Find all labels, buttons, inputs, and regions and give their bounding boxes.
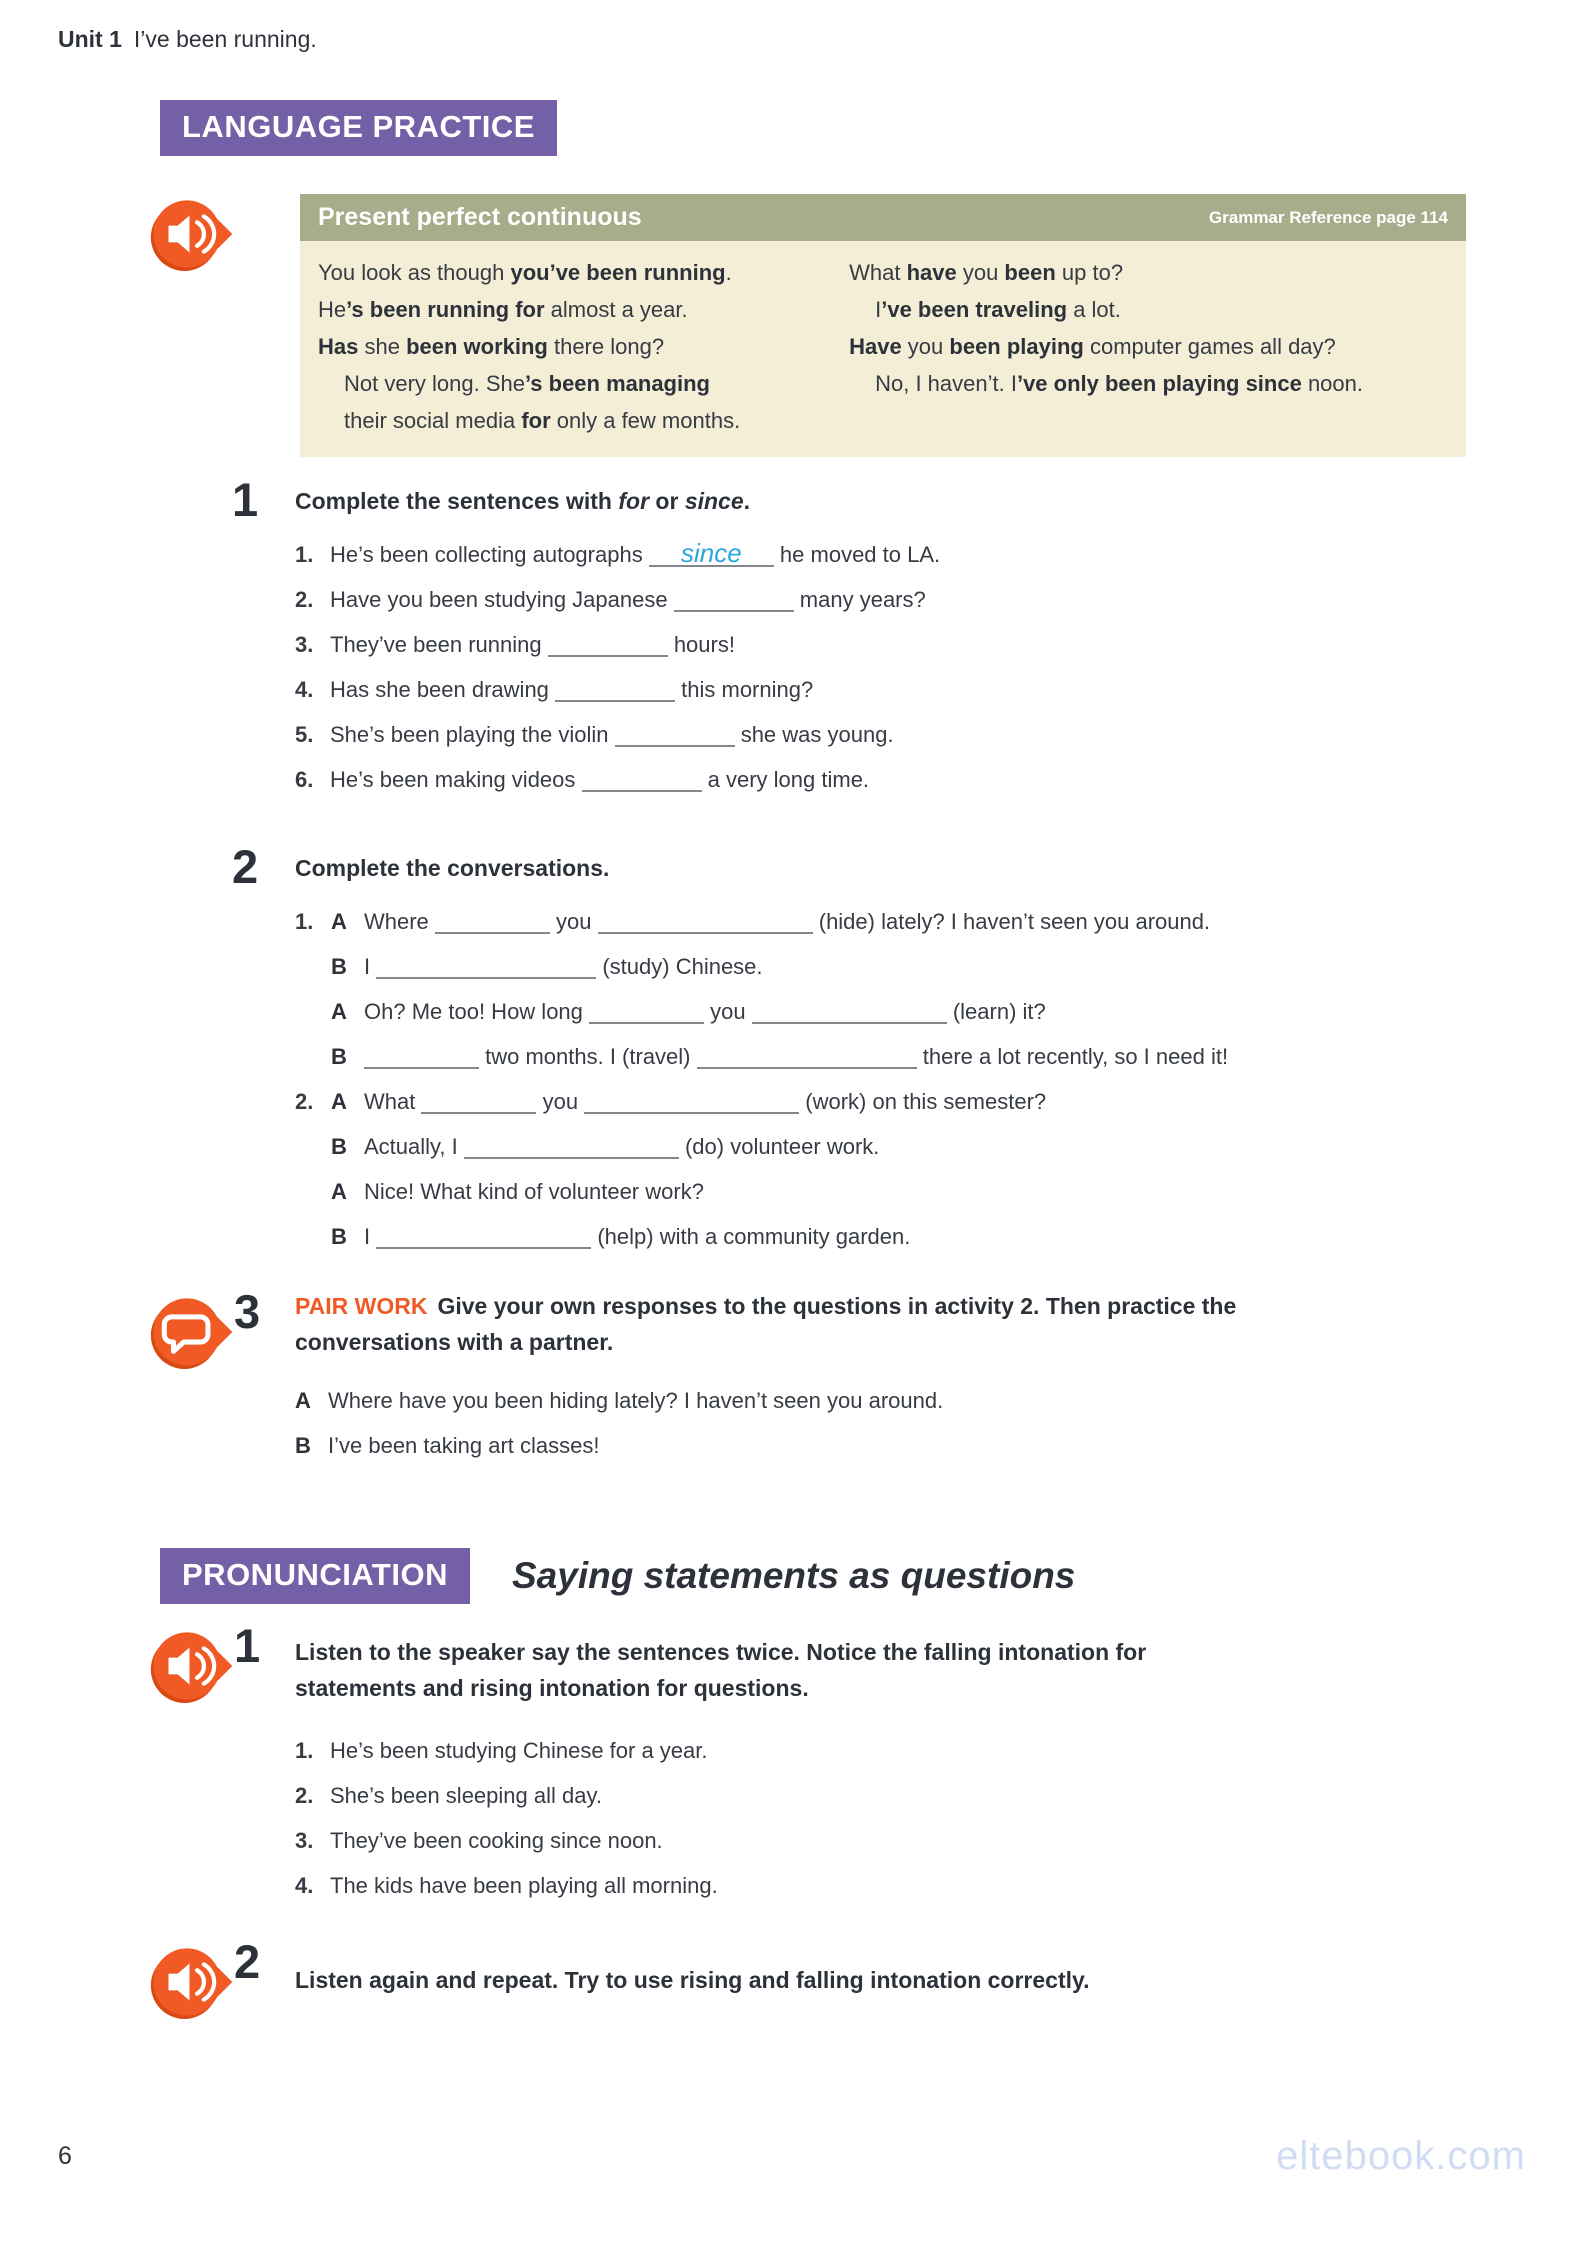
item-text: He’s been studying Chinese for a year. bbox=[330, 1738, 708, 1763]
item-number: 2. bbox=[295, 1783, 314, 1808]
item-number: 1. bbox=[295, 542, 314, 567]
line-number bbox=[295, 1177, 331, 1207]
grammar-box bbox=[300, 194, 1466, 457]
exercise-3-instruction bbox=[295, 1288, 1550, 1360]
unit-label: Unit 1 bbox=[58, 26, 122, 52]
speaker-label: A bbox=[331, 999, 347, 1024]
line-text: two months. I (travel) there a lot recently, so I need it! bbox=[364, 1042, 1552, 1072]
line-text: Oh? Me too! How long you (learn) it? bbox=[364, 999, 1046, 1024]
answer-blank bbox=[582, 766, 702, 792]
grammar-example: He’s been running for almost a year. bbox=[318, 297, 688, 322]
item-number: 3. bbox=[295, 1828, 314, 1853]
exercise-3 bbox=[150, 1285, 1550, 1476]
speaker-label: B bbox=[331, 1224, 347, 1249]
line-text: I (study) Chinese. bbox=[364, 954, 763, 979]
item-text: The kids have been playing all morning. bbox=[330, 1873, 718, 1898]
dialogue-line bbox=[295, 1386, 1550, 1416]
answer-blank bbox=[555, 676, 675, 702]
item-text: He’s been making videos a very long time. bbox=[330, 767, 870, 792]
exercise-1-number: 1 bbox=[232, 473, 259, 526]
grammar-example: Not very long. She’s been managing their social media for only a few months. bbox=[344, 371, 741, 433]
audio-icon-holder bbox=[150, 1622, 234, 1916]
exercise-item bbox=[295, 720, 1512, 750]
audio-icon bbox=[150, 190, 234, 278]
line-number: 2. bbox=[295, 1089, 314, 1114]
line-text: Where you (hide) lately? I haven’t seen you around. bbox=[364, 909, 1211, 934]
line-text: Actually, I (do) volunteer work. bbox=[364, 1134, 880, 1159]
exercise-item bbox=[295, 765, 1512, 795]
item-number: 3. bbox=[295, 632, 314, 657]
page-number: 6 bbox=[58, 2142, 72, 2170]
pron-exercise-2-instruction: Listen again and repeat. Try to use rising and falling intonation correctly. bbox=[295, 1967, 1090, 1993]
line-number bbox=[295, 952, 331, 982]
pronunciation-exercise-2 bbox=[150, 1935, 1550, 2031]
exercise-item bbox=[295, 630, 1512, 660]
grammar-example: What have you been up to? bbox=[849, 260, 1124, 285]
pron-exercise-1-items bbox=[295, 1736, 1550, 1901]
exercise-item bbox=[295, 675, 1512, 705]
pronunciation-header bbox=[160, 1548, 1075, 1604]
audio-icon bbox=[150, 1697, 234, 1714]
speaker-label: B bbox=[331, 1134, 347, 1159]
sentence-item bbox=[295, 1871, 1550, 1901]
speaker-label: B bbox=[331, 954, 347, 979]
answer-blank bbox=[364, 1043, 479, 1069]
answer-blank bbox=[421, 1088, 536, 1114]
exercise-2-title: Complete the conversations. bbox=[295, 855, 610, 881]
speaker-label: A bbox=[295, 1388, 311, 1413]
line-text: What you (work) on this semester? bbox=[364, 1089, 1047, 1114]
watermark: eltebook.com bbox=[1276, 2134, 1526, 2178]
exercise-item bbox=[295, 540, 1512, 570]
audio-icon-holder bbox=[150, 1938, 234, 2031]
answer-blank bbox=[464, 1133, 679, 1159]
speaker-label: A bbox=[331, 1089, 347, 1114]
conversation-line bbox=[295, 907, 1552, 937]
pron-exercise-1-instruction: Listen to the speaker say the sentences twice. Notice the falling intonation for statements and rising intonation for questions. bbox=[295, 1639, 1147, 1701]
answer-blank bbox=[376, 1223, 591, 1249]
exercise-1-items bbox=[295, 540, 1512, 795]
item-number: 2. bbox=[295, 587, 314, 612]
grammar-examples-left bbox=[318, 254, 849, 439]
line-number: 1. bbox=[295, 909, 314, 934]
conversation-line bbox=[295, 1042, 1552, 1072]
speaker-label: B bbox=[295, 1433, 311, 1458]
answer-blank bbox=[584, 1088, 799, 1114]
grammar-examples-right bbox=[849, 254, 1448, 439]
sentence-item bbox=[295, 1736, 1550, 1766]
speaker-label: A bbox=[331, 1179, 347, 1204]
conversation-line bbox=[295, 997, 1552, 1027]
line-number bbox=[295, 1222, 331, 1252]
speech-bubble-icon bbox=[150, 1363, 234, 1380]
answer-blank bbox=[615, 721, 735, 747]
answer-blank bbox=[376, 953, 596, 979]
handwritten-answer: since bbox=[680, 538, 742, 568]
conversation-line bbox=[295, 952, 1552, 982]
answer-blank bbox=[674, 586, 794, 612]
language-practice-banner: LANGUAGE PRACTICE bbox=[160, 100, 557, 156]
conversation-line bbox=[295, 1222, 1552, 1252]
instruction-text: Give your own responses to the questions in activity 2. Then practice the conversations with a partner. bbox=[295, 1293, 1237, 1355]
exercise-item bbox=[295, 585, 1512, 615]
line-text: I’ve been taking art classes! bbox=[328, 1433, 600, 1458]
item-text: She’s been sleeping all day. bbox=[330, 1783, 602, 1808]
grammar-reference: Grammar Reference page 114 bbox=[1208, 207, 1448, 227]
exercise-2-conversations bbox=[295, 907, 1552, 1252]
grammar-example: You look as though you’ve been running. bbox=[318, 260, 732, 285]
grammar-example: I’ve been traveling a lot. bbox=[875, 297, 1121, 322]
answer-blank bbox=[589, 998, 704, 1024]
sentence-item bbox=[295, 1781, 1550, 1811]
item-number: 5. bbox=[295, 722, 314, 747]
unit-title: I’ve been running. bbox=[133, 26, 317, 52]
pronunciation-banner: PRONUNCIATION bbox=[160, 1548, 470, 1604]
item-number: 6. bbox=[295, 767, 314, 792]
conversation-line bbox=[295, 1177, 1552, 1207]
speaker-label: A bbox=[331, 909, 347, 934]
item-number: 4. bbox=[295, 677, 314, 702]
audio-icon bbox=[150, 2013, 234, 2030]
line-text: Nice! What kind of volunteer work? bbox=[364, 1179, 704, 1204]
item-text: She’s been playing the violin she was young. bbox=[330, 722, 894, 747]
line-number bbox=[295, 997, 331, 1027]
exercise-3-dialogue bbox=[295, 1386, 1550, 1461]
pron-exercise-2-number: 2 bbox=[234, 1935, 261, 1988]
grammar-box-title: Present perfect continuous bbox=[318, 203, 642, 231]
exercise-3-number: 3 bbox=[234, 1285, 261, 1338]
line-text: Where have you been hiding lately? I haven’t seen you around. bbox=[328, 1388, 944, 1413]
grammar-example: Have you been playing computer games all day? bbox=[849, 334, 1336, 359]
grammar-example: No, I haven’t. I’ve only been playing since noon. bbox=[875, 371, 1363, 396]
item-text: He’s been collecting autographs since he moved to LA. bbox=[330, 538, 941, 568]
item-number: 4. bbox=[295, 1873, 314, 1898]
unit-header bbox=[58, 26, 317, 53]
pair-work-label: PAIR WORK bbox=[295, 1293, 428, 1319]
answer-blank bbox=[548, 631, 668, 657]
answer-blank bbox=[435, 908, 550, 934]
item-text: They’ve been cooking since noon. bbox=[330, 1828, 663, 1853]
line-text: I (help) with a community garden. bbox=[364, 1224, 911, 1249]
exercise-2-number: 2 bbox=[232, 840, 259, 893]
conversation-line bbox=[295, 1087, 1552, 1117]
speaker-label: B bbox=[331, 1044, 347, 1069]
line-number bbox=[295, 1132, 331, 1162]
answer-blank bbox=[598, 908, 813, 934]
conversation-line bbox=[295, 1132, 1552, 1162]
pronunciation-subtitle: Saying statements as questions bbox=[511, 1555, 1076, 1596]
answer-blank bbox=[649, 538, 774, 568]
sentence-item bbox=[295, 1826, 1550, 1856]
item-number: 1. bbox=[295, 1738, 314, 1763]
item-text: Has she been drawing this morning? bbox=[330, 677, 814, 702]
item-text: Have you been studying Japanese many years? bbox=[330, 587, 926, 612]
grammar-box-header bbox=[300, 194, 1466, 241]
item-text: They’ve been running hours! bbox=[330, 632, 735, 657]
grammar-example: Has she been working there long? bbox=[318, 334, 665, 359]
answer-blank bbox=[697, 1043, 917, 1069]
exercise-1 bbox=[232, 473, 1512, 810]
pronunciation-exercise-1 bbox=[150, 1619, 1550, 1916]
answer-blank bbox=[752, 998, 947, 1024]
pron-exercise-1-number: 1 bbox=[234, 1619, 261, 1672]
line-number bbox=[295, 1042, 331, 1072]
exercise-1-title: Complete the sentences with for or since. bbox=[295, 488, 751, 514]
exercise-2 bbox=[232, 840, 1552, 1267]
dialogue-line bbox=[295, 1431, 1550, 1461]
pair-work-icon-holder bbox=[150, 1288, 234, 1476]
grammar-box-body bbox=[300, 241, 1466, 457]
